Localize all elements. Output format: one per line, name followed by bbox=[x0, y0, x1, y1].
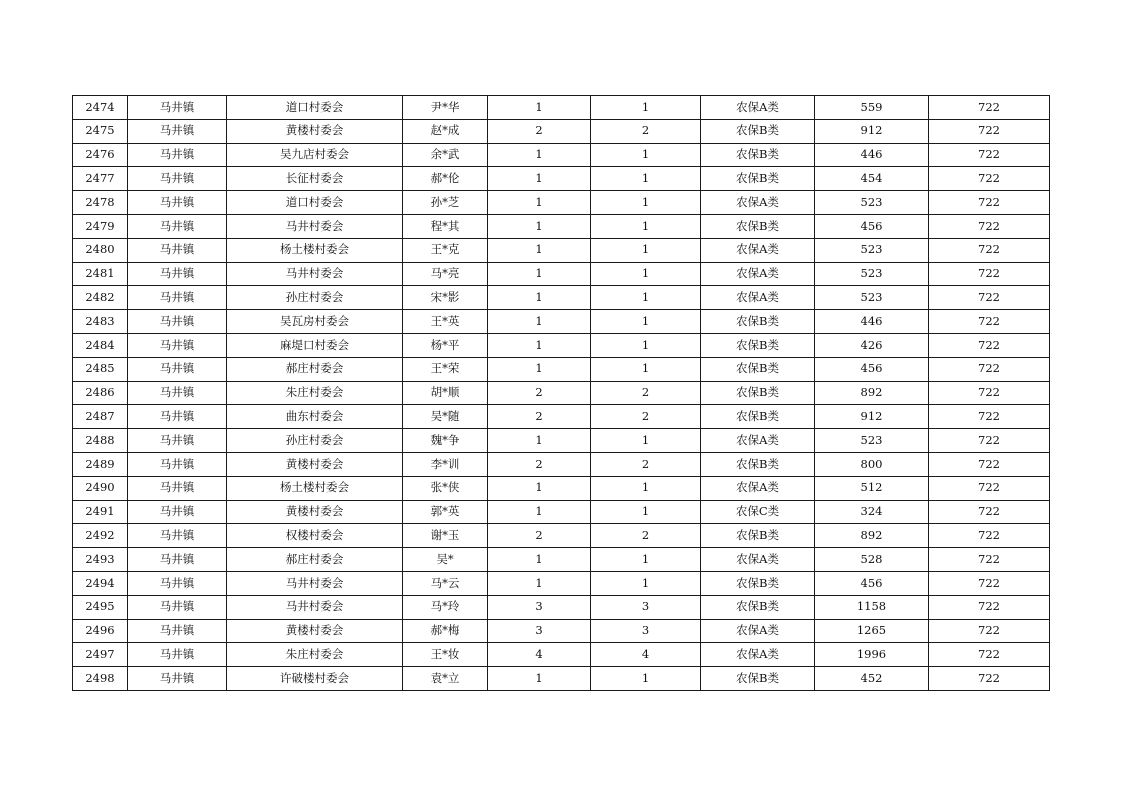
amount-cell: 446 bbox=[815, 143, 929, 167]
name-cell: 郝*伦 bbox=[403, 167, 488, 191]
row-number-cell: 2485 bbox=[73, 357, 128, 381]
row-number-cell: 2489 bbox=[73, 452, 128, 476]
table-row bbox=[73, 595, 1050, 619]
name-cell: 郭*英 bbox=[403, 500, 488, 524]
village-committee-cell: 道口村委会 bbox=[227, 191, 403, 215]
category-cell: 农保B类 bbox=[701, 333, 815, 357]
person-count-cell: 1 bbox=[591, 476, 701, 500]
table-row bbox=[73, 619, 1050, 643]
town-cell: 马井镇 bbox=[128, 262, 227, 286]
person-count-cell: 1 bbox=[591, 500, 701, 524]
row-number-cell: 2484 bbox=[73, 333, 128, 357]
amount-cell: 1265 bbox=[815, 619, 929, 643]
table-row bbox=[73, 571, 1050, 595]
town-cell: 马井镇 bbox=[128, 381, 227, 405]
name-cell: 马*亮 bbox=[403, 262, 488, 286]
category-cell: 农保B类 bbox=[701, 119, 815, 143]
household-count-cell: 1 bbox=[488, 333, 591, 357]
person-count-cell: 1 bbox=[591, 191, 701, 215]
amount-cell: 523 bbox=[815, 262, 929, 286]
row-number-cell: 2481 bbox=[73, 262, 128, 286]
name-cell: 赵*成 bbox=[403, 119, 488, 143]
name-cell: 谢*玉 bbox=[403, 524, 488, 548]
person-count-cell: 4 bbox=[591, 643, 701, 667]
town-cell: 马井镇 bbox=[128, 119, 227, 143]
amount-cell: 452 bbox=[815, 667, 929, 691]
town-cell: 马井镇 bbox=[128, 310, 227, 334]
row-number-cell: 2498 bbox=[73, 667, 128, 691]
category-cell: 农保A类 bbox=[701, 238, 815, 262]
category-cell: 农保B类 bbox=[701, 595, 815, 619]
amount-cell: 456 bbox=[815, 357, 929, 381]
amount-cell: 559 bbox=[815, 96, 929, 120]
category-cell: 农保C类 bbox=[701, 500, 815, 524]
person-count-cell: 1 bbox=[591, 357, 701, 381]
person-count-cell: 1 bbox=[591, 310, 701, 334]
standard-cell: 722 bbox=[929, 238, 1050, 262]
name-cell: 郝*梅 bbox=[403, 619, 488, 643]
table-row bbox=[73, 333, 1050, 357]
name-cell: 王*克 bbox=[403, 238, 488, 262]
village-committee-cell: 马井村委会 bbox=[227, 595, 403, 619]
name-cell: 程*其 bbox=[403, 214, 488, 238]
person-count-cell: 1 bbox=[591, 667, 701, 691]
table-row bbox=[73, 96, 1050, 120]
row-number-cell: 2490 bbox=[73, 476, 128, 500]
household-count-cell: 1 bbox=[488, 429, 591, 453]
standard-cell: 722 bbox=[929, 452, 1050, 476]
household-count-cell: 2 bbox=[488, 524, 591, 548]
table-row bbox=[73, 667, 1050, 691]
village-committee-cell: 权楼村委会 bbox=[227, 524, 403, 548]
household-count-cell: 3 bbox=[488, 595, 591, 619]
village-committee-cell: 麻堤口村委会 bbox=[227, 333, 403, 357]
name-cell: 袁*立 bbox=[403, 667, 488, 691]
household-count-cell: 1 bbox=[488, 238, 591, 262]
amount-cell: 454 bbox=[815, 167, 929, 191]
town-cell: 马井镇 bbox=[128, 476, 227, 500]
table-row bbox=[73, 381, 1050, 405]
table-row bbox=[73, 262, 1050, 286]
person-count-cell: 2 bbox=[591, 452, 701, 476]
name-cell: 王*妆 bbox=[403, 643, 488, 667]
name-cell: 吴*随 bbox=[403, 405, 488, 429]
category-cell: 农保A类 bbox=[701, 619, 815, 643]
category-cell: 农保A类 bbox=[701, 476, 815, 500]
amount-cell: 456 bbox=[815, 571, 929, 595]
person-count-cell: 1 bbox=[591, 96, 701, 120]
category-cell: 农保A类 bbox=[701, 429, 815, 453]
person-count-cell: 1 bbox=[591, 214, 701, 238]
town-cell: 马井镇 bbox=[128, 595, 227, 619]
row-number-cell: 2494 bbox=[73, 571, 128, 595]
row-number-cell: 2479 bbox=[73, 214, 128, 238]
standard-cell: 722 bbox=[929, 262, 1050, 286]
village-committee-cell: 马井村委会 bbox=[227, 262, 403, 286]
name-cell: 杨*平 bbox=[403, 333, 488, 357]
row-number-cell: 2482 bbox=[73, 286, 128, 310]
row-number-cell: 2493 bbox=[73, 548, 128, 572]
row-number-cell: 2474 bbox=[73, 96, 128, 120]
household-count-cell: 1 bbox=[488, 500, 591, 524]
category-cell: 农保B类 bbox=[701, 357, 815, 381]
name-cell: 宋*影 bbox=[403, 286, 488, 310]
table-body bbox=[73, 96, 1050, 691]
standard-cell: 722 bbox=[929, 548, 1050, 572]
town-cell: 马井镇 bbox=[128, 571, 227, 595]
amount-cell: 446 bbox=[815, 310, 929, 334]
table-row bbox=[73, 191, 1050, 215]
town-cell: 马井镇 bbox=[128, 214, 227, 238]
household-count-cell: 1 bbox=[488, 667, 591, 691]
village-committee-cell: 黄楼村委会 bbox=[227, 500, 403, 524]
name-cell: 尹*华 bbox=[403, 96, 488, 120]
data-table bbox=[72, 95, 1050, 691]
name-cell: 吴* bbox=[403, 548, 488, 572]
standard-cell: 722 bbox=[929, 667, 1050, 691]
household-count-cell: 1 bbox=[488, 476, 591, 500]
village-committee-cell: 曲东村委会 bbox=[227, 405, 403, 429]
town-cell: 马井镇 bbox=[128, 452, 227, 476]
standard-cell: 722 bbox=[929, 167, 1050, 191]
category-cell: 农保A类 bbox=[701, 286, 815, 310]
town-cell: 马井镇 bbox=[128, 548, 227, 572]
person-count-cell: 1 bbox=[591, 333, 701, 357]
name-cell: 魏*争 bbox=[403, 429, 488, 453]
row-number-cell: 2486 bbox=[73, 381, 128, 405]
village-committee-cell: 黄楼村委会 bbox=[227, 619, 403, 643]
standard-cell: 722 bbox=[929, 286, 1050, 310]
amount-cell: 1158 bbox=[815, 595, 929, 619]
person-count-cell: 1 bbox=[591, 286, 701, 310]
table-row bbox=[73, 524, 1050, 548]
town-cell: 马井镇 bbox=[128, 286, 227, 310]
town-cell: 马井镇 bbox=[128, 429, 227, 453]
category-cell: 农保A类 bbox=[701, 191, 815, 215]
category-cell: 农保B类 bbox=[701, 143, 815, 167]
row-number-cell: 2492 bbox=[73, 524, 128, 548]
table-row bbox=[73, 405, 1050, 429]
table-row bbox=[73, 429, 1050, 453]
row-number-cell: 2497 bbox=[73, 643, 128, 667]
amount-cell: 523 bbox=[815, 429, 929, 453]
person-count-cell: 2 bbox=[591, 524, 701, 548]
person-count-cell: 2 bbox=[591, 119, 701, 143]
standard-cell: 722 bbox=[929, 143, 1050, 167]
row-number-cell: 2476 bbox=[73, 143, 128, 167]
category-cell: 农保A类 bbox=[701, 643, 815, 667]
village-committee-cell: 郝庄村委会 bbox=[227, 548, 403, 572]
town-cell: 马井镇 bbox=[128, 357, 227, 381]
amount-cell: 1996 bbox=[815, 643, 929, 667]
category-cell: 农保B类 bbox=[701, 167, 815, 191]
village-committee-cell: 长征村委会 bbox=[227, 167, 403, 191]
standard-cell: 722 bbox=[929, 643, 1050, 667]
category-cell: 农保B类 bbox=[701, 524, 815, 548]
household-count-cell: 3 bbox=[488, 619, 591, 643]
category-cell: 农保A类 bbox=[701, 262, 815, 286]
household-count-cell: 1 bbox=[488, 357, 591, 381]
standard-cell: 722 bbox=[929, 357, 1050, 381]
standard-cell: 722 bbox=[929, 429, 1050, 453]
category-cell: 农保B类 bbox=[701, 452, 815, 476]
amount-cell: 528 bbox=[815, 548, 929, 572]
standard-cell: 722 bbox=[929, 405, 1050, 429]
town-cell: 马井镇 bbox=[128, 667, 227, 691]
table-row bbox=[73, 167, 1050, 191]
name-cell: 李*训 bbox=[403, 452, 488, 476]
village-committee-cell: 吴九店村委会 bbox=[227, 143, 403, 167]
name-cell: 王*英 bbox=[403, 310, 488, 334]
amount-cell: 912 bbox=[815, 405, 929, 429]
household-count-cell: 1 bbox=[488, 571, 591, 595]
amount-cell: 512 bbox=[815, 476, 929, 500]
table-row bbox=[73, 500, 1050, 524]
person-count-cell: 1 bbox=[591, 429, 701, 453]
household-count-cell: 1 bbox=[488, 191, 591, 215]
standard-cell: 722 bbox=[929, 595, 1050, 619]
table-row bbox=[73, 143, 1050, 167]
standard-cell: 722 bbox=[929, 571, 1050, 595]
row-number-cell: 2495 bbox=[73, 595, 128, 619]
town-cell: 马井镇 bbox=[128, 238, 227, 262]
household-count-cell: 1 bbox=[488, 548, 591, 572]
household-count-cell: 1 bbox=[488, 286, 591, 310]
town-cell: 马井镇 bbox=[128, 500, 227, 524]
person-count-cell: 1 bbox=[591, 238, 701, 262]
town-cell: 马井镇 bbox=[128, 96, 227, 120]
table-row bbox=[73, 119, 1050, 143]
category-cell: 农保A类 bbox=[701, 96, 815, 120]
table-row bbox=[73, 548, 1050, 572]
row-number-cell: 2480 bbox=[73, 238, 128, 262]
town-cell: 马井镇 bbox=[128, 619, 227, 643]
table-row bbox=[73, 238, 1050, 262]
amount-cell: 892 bbox=[815, 381, 929, 405]
amount-cell: 912 bbox=[815, 119, 929, 143]
table-row bbox=[73, 643, 1050, 667]
standard-cell: 722 bbox=[929, 476, 1050, 500]
person-count-cell: 1 bbox=[591, 262, 701, 286]
person-count-cell: 3 bbox=[591, 619, 701, 643]
category-cell: 农保B类 bbox=[701, 310, 815, 334]
household-count-cell: 1 bbox=[488, 167, 591, 191]
person-count-cell: 3 bbox=[591, 595, 701, 619]
standard-cell: 722 bbox=[929, 333, 1050, 357]
standard-cell: 722 bbox=[929, 191, 1050, 215]
town-cell: 马井镇 bbox=[128, 191, 227, 215]
standard-cell: 722 bbox=[929, 381, 1050, 405]
standard-cell: 722 bbox=[929, 500, 1050, 524]
row-number-cell: 2496 bbox=[73, 619, 128, 643]
town-cell: 马井镇 bbox=[128, 333, 227, 357]
village-committee-cell: 吴瓦房村委会 bbox=[227, 310, 403, 334]
person-count-cell: 1 bbox=[591, 571, 701, 595]
household-count-cell: 1 bbox=[488, 262, 591, 286]
village-committee-cell: 道口村委会 bbox=[227, 96, 403, 120]
category-cell: 农保B类 bbox=[701, 381, 815, 405]
village-committee-cell: 朱庄村委会 bbox=[227, 643, 403, 667]
table-row bbox=[73, 357, 1050, 381]
village-committee-cell: 许破楼村委会 bbox=[227, 667, 403, 691]
amount-cell: 324 bbox=[815, 500, 929, 524]
village-committee-cell: 杨土楼村委会 bbox=[227, 476, 403, 500]
name-cell: 孙*芝 bbox=[403, 191, 488, 215]
person-count-cell: 2 bbox=[591, 381, 701, 405]
row-number-cell: 2491 bbox=[73, 500, 128, 524]
household-count-cell: 1 bbox=[488, 96, 591, 120]
table-row bbox=[73, 310, 1050, 334]
amount-cell: 800 bbox=[815, 452, 929, 476]
household-count-cell: 2 bbox=[488, 119, 591, 143]
name-cell: 余*武 bbox=[403, 143, 488, 167]
category-cell: 农保B类 bbox=[701, 571, 815, 595]
standard-cell: 722 bbox=[929, 619, 1050, 643]
row-number-cell: 2477 bbox=[73, 167, 128, 191]
row-number-cell: 2488 bbox=[73, 429, 128, 453]
person-count-cell: 1 bbox=[591, 143, 701, 167]
category-cell: 农保B类 bbox=[701, 214, 815, 238]
amount-cell: 523 bbox=[815, 191, 929, 215]
category-cell: 农保B类 bbox=[701, 667, 815, 691]
amount-cell: 523 bbox=[815, 286, 929, 310]
standard-cell: 722 bbox=[929, 310, 1050, 334]
category-cell: 农保A类 bbox=[701, 548, 815, 572]
household-count-cell: 1 bbox=[488, 143, 591, 167]
village-committee-cell: 马井村委会 bbox=[227, 214, 403, 238]
standard-cell: 722 bbox=[929, 96, 1050, 120]
household-count-cell: 2 bbox=[488, 381, 591, 405]
household-count-cell: 1 bbox=[488, 214, 591, 238]
name-cell: 马*云 bbox=[403, 571, 488, 595]
table-row bbox=[73, 476, 1050, 500]
name-cell: 张*侠 bbox=[403, 476, 488, 500]
household-count-cell: 1 bbox=[488, 310, 591, 334]
village-committee-cell: 杨土楼村委会 bbox=[227, 238, 403, 262]
table-row bbox=[73, 286, 1050, 310]
person-count-cell: 2 bbox=[591, 405, 701, 429]
household-count-cell: 2 bbox=[488, 452, 591, 476]
village-committee-cell: 郝庄村委会 bbox=[227, 357, 403, 381]
name-cell: 马*玲 bbox=[403, 595, 488, 619]
row-number-cell: 2487 bbox=[73, 405, 128, 429]
person-count-cell: 1 bbox=[591, 548, 701, 572]
town-cell: 马井镇 bbox=[128, 405, 227, 429]
person-count-cell: 1 bbox=[591, 167, 701, 191]
row-number-cell: 2475 bbox=[73, 119, 128, 143]
village-committee-cell: 孙庄村委会 bbox=[227, 429, 403, 453]
category-cell: 农保B类 bbox=[701, 405, 815, 429]
town-cell: 马井镇 bbox=[128, 643, 227, 667]
row-number-cell: 2483 bbox=[73, 310, 128, 334]
name-cell: 王*荣 bbox=[403, 357, 488, 381]
town-cell: 马井镇 bbox=[128, 167, 227, 191]
amount-cell: 892 bbox=[815, 524, 929, 548]
village-committee-cell: 黄楼村委会 bbox=[227, 452, 403, 476]
town-cell: 马井镇 bbox=[128, 143, 227, 167]
village-committee-cell: 朱庄村委会 bbox=[227, 381, 403, 405]
village-committee-cell: 黄楼村委会 bbox=[227, 119, 403, 143]
village-committee-cell: 孙庄村委会 bbox=[227, 286, 403, 310]
amount-cell: 426 bbox=[815, 333, 929, 357]
amount-cell: 523 bbox=[815, 238, 929, 262]
standard-cell: 722 bbox=[929, 214, 1050, 238]
town-cell: 马井镇 bbox=[128, 524, 227, 548]
standard-cell: 722 bbox=[929, 119, 1050, 143]
name-cell: 胡*顺 bbox=[403, 381, 488, 405]
amount-cell: 456 bbox=[815, 214, 929, 238]
row-number-cell: 2478 bbox=[73, 191, 128, 215]
standard-cell: 722 bbox=[929, 524, 1050, 548]
village-committee-cell: 马井村委会 bbox=[227, 571, 403, 595]
household-count-cell: 4 bbox=[488, 643, 591, 667]
table-row bbox=[73, 214, 1050, 238]
table-row bbox=[73, 452, 1050, 476]
household-count-cell: 2 bbox=[488, 405, 591, 429]
